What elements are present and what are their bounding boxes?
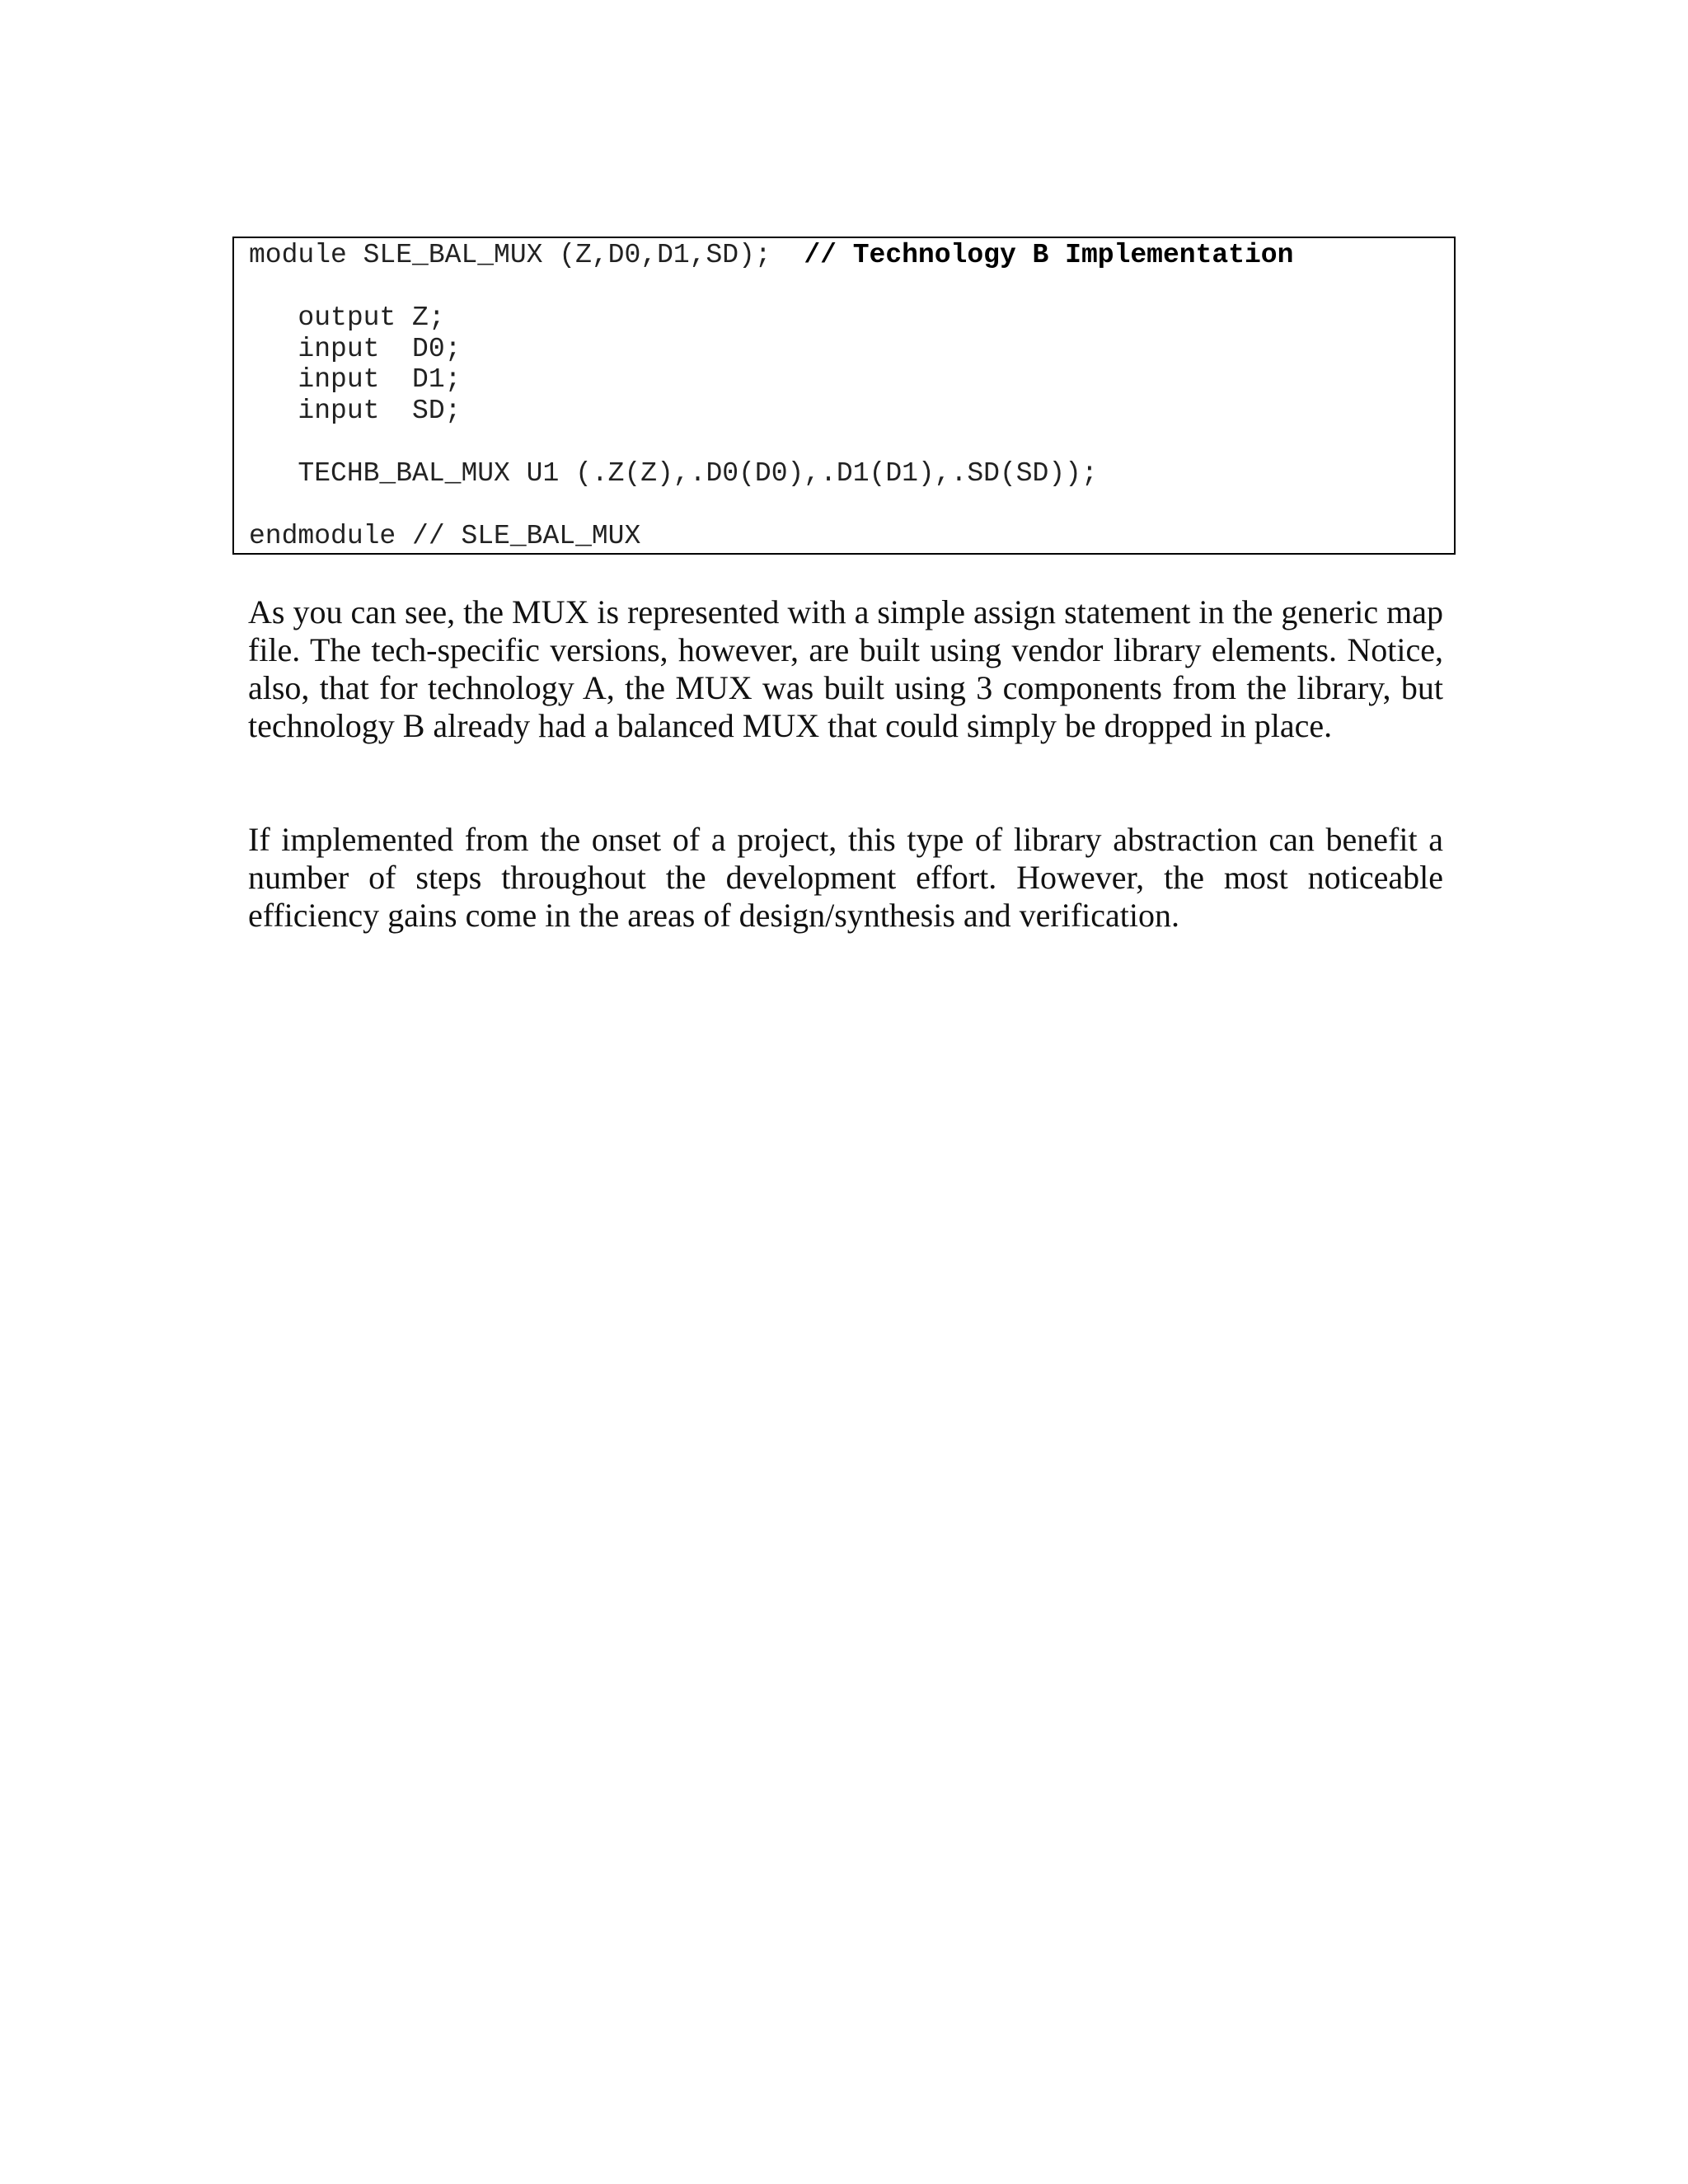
code-line-module-declaration [249,240,1293,271]
code-text: module SLE_BAL_MUX (Z,D0,D1,SD); [249,240,804,270]
code-line-output: output Z; [249,302,445,333]
body-paragraph: If implemented from the onset of a project, this type of library abstraction can benefit a number of steps throughout the development effort. However, the most noticeable efficiency gains come in the areas of design/synthesis and verification. [248,821,1443,934]
body-paragraph: As you can see, the MUX is represented with a simple assign statement in the generic map file. The tech-specific versions, however, are built using vendor library elements. Notice, also, that for technology A, the MUX was built using 3 components from the library, but technology B already had a balanced MUX that could simply be dropped in place. [248,593,1443,744]
code-line-input-sd: input SD; [249,396,462,426]
code-line-instance: TECHB_BAL_MUX U1 (.Z(Z),.D0(D0),.D1(D1),.SD(SD)); [249,458,1098,489]
code-comment: // Technology B Implementation [804,240,1294,270]
code-line-input-d0: input D0; [249,334,462,364]
code-line-input-d1: input D1; [249,364,462,395]
code-line-endmodule: endmodule // SLE_BAL_MUX [249,521,641,551]
code-listing [232,237,1456,555]
